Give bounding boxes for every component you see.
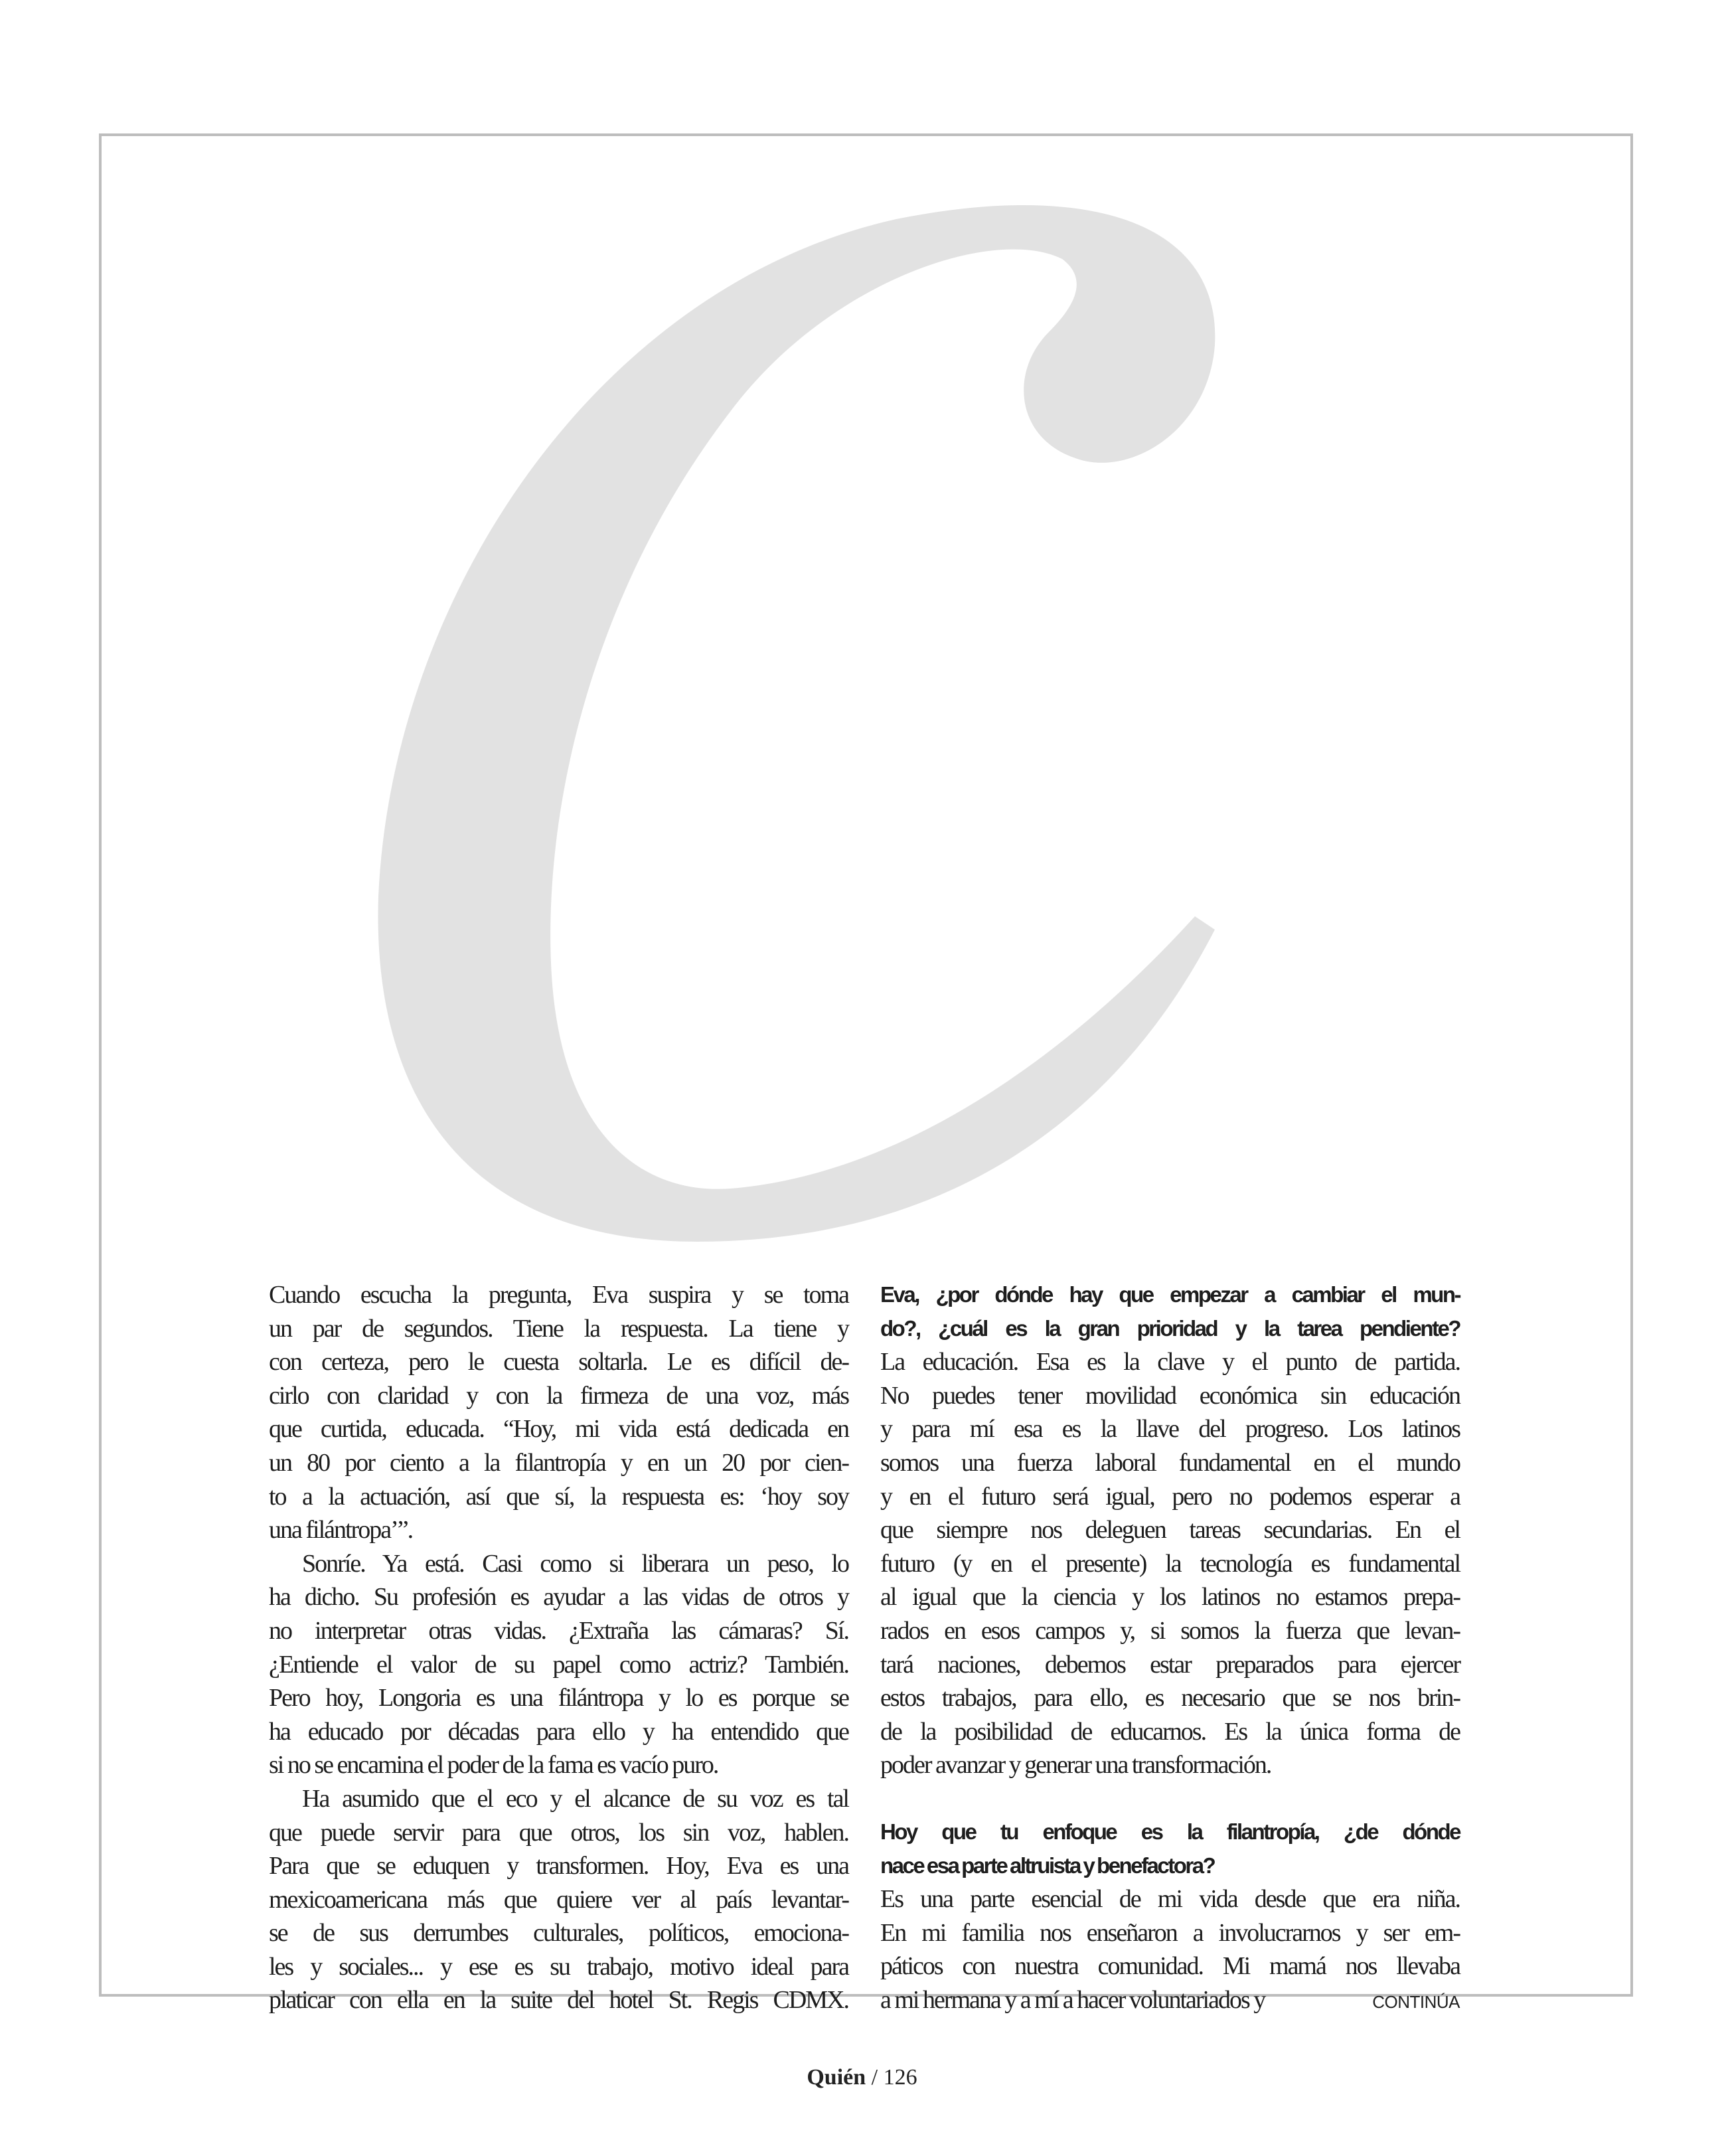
- text-line: les y sociales... y ese es su trabajo, motivo ideal para: [269, 1952, 848, 1981]
- answer-line: somos una fuerza laboral fundamental en el mundo: [880, 1448, 1460, 1477]
- page-number: 126: [883, 2065, 917, 2090]
- question-line: do?, ¿cuál es la gran prioridad y la tarea pendiente?: [880, 1315, 1460, 1341]
- text-line: si no se encamina el poder de la fama es vacío puro.: [269, 1751, 718, 1780]
- left-column: [269, 1278, 848, 2017]
- answer-line: La educación. Esa es la clave y el punto de partida.: [880, 1348, 1460, 1376]
- question-line: nace esa parte altruista y benefactora?: [880, 1853, 1215, 1878]
- text-line: Sonríe. Ya está. Casi como si liberara un peso, lo: [302, 1549, 848, 1578]
- qa-block: [880, 1278, 1460, 1782]
- text-line: que curtida, educada. “Hoy, mi vida está dedicada en: [269, 1415, 848, 1444]
- answer-line: rados en esos campos y, si somos la fuerza que levan-: [880, 1616, 1460, 1645]
- text-line: ha dicho. Su profesión es ayudar a las vidas de otros y: [269, 1583, 848, 1612]
- text-line: ¿Entiende el valor de su papel como actriz? También.: [269, 1650, 848, 1679]
- answer-line: a mi hermana y a mí a hacer voluntariados y: [880, 1985, 1265, 2014]
- answer-line: No puedes tener movilidad económica sin educación: [880, 1381, 1460, 1410]
- answer-line: al igual que la ciencia y los latinos no estamos prepa-: [880, 1583, 1460, 1612]
- answer-line: y en el futuro será igual, pero no podemos esperar a: [880, 1482, 1460, 1511]
- right-column: [880, 1278, 1460, 2017]
- text-line: una filántropa’”.: [269, 1516, 413, 1544]
- answer-line: y para mí esa es la llave del progreso. Los latinos: [880, 1415, 1460, 1444]
- text-line: to a la actuación, así que sí, la respuesta es: ‘hoy soy: [269, 1482, 848, 1511]
- text-line: no interpretar otras vidas. ¿Extraña las cámaras? Sí.: [269, 1616, 848, 1645]
- footer-separator: /: [866, 2065, 884, 2090]
- text-line: un par de segundos. Tiene la respuesta. La tiene y: [269, 1314, 848, 1343]
- paragraph: [269, 1547, 848, 1782]
- paragraph: [269, 1278, 848, 1547]
- answer-line: que siempre nos deleguen tareas secundarias. En el: [880, 1516, 1460, 1544]
- text-line: un 80 por ciento a la filantropía y en un 20 por cien-: [269, 1448, 848, 1477]
- qa-block: [880, 1815, 1460, 2017]
- section-gap: [880, 1782, 1460, 1815]
- magazine-name: Quién: [807, 2065, 866, 2090]
- question-line: Hoy que tu enfoque es la filantropía, ¿de dónde: [880, 1819, 1460, 1844]
- text-line: que puede servir para que otros, los sin voz, hablen.: [269, 1818, 848, 1847]
- answer-line: Es una parte esencial de mi vida desde que era niña.: [880, 1885, 1460, 1914]
- text-line: platicar con ella en la suite del hotel St. Regis CDMX.: [269, 1986, 848, 2015]
- question-line: Eva, ¿por dónde hay que empezar a cambiar el mun-: [880, 1282, 1460, 1307]
- page-footer: [0, 2065, 1724, 2090]
- answer-line: tará naciones, debemos estar preparados para ejercer: [880, 1650, 1460, 1679]
- answer-line: futuro (y en el presente) la tecnología es fundamental: [880, 1549, 1460, 1578]
- text-line: con certeza, pero le cuesta soltarla. Le es difícil de-: [269, 1348, 848, 1376]
- text-line: Para que se eduquen y transformen. Hoy, Eva es una: [269, 1852, 848, 1880]
- answer-last-line: [880, 1983, 1460, 2017]
- text-line: ha educado por décadas para ello y ha entendido que: [269, 1717, 848, 1746]
- text-line: Ha asumido que el eco y el alcance de su voz es tal: [302, 1784, 848, 1813]
- continue-label: CONTINÚA: [1372, 1991, 1460, 2012]
- text-line: cirlo con claridad y con la firmeza de una voz, más: [269, 1381, 848, 1410]
- text-line: se de sus derrumbes culturales, políticos, emociona-: [269, 1919, 848, 1948]
- answer-line: poder avanzar y generar una transformación.: [880, 1751, 1271, 1780]
- answer-line: En mi familia nos enseñaron a involucrarnos y ser em-: [880, 1918, 1460, 1947]
- answer-line: páticos con nuestra comunidad. Mi mamá nos llevaba: [880, 1952, 1460, 1981]
- text-line: Cuando escucha la pregunta, Eva suspira y se toma: [269, 1281, 848, 1309]
- text-line: Pero hoy, Longoria es una filántropa y lo es porque se: [269, 1684, 848, 1712]
- answer-line: de la posibilidad de educarnos. Es la única forma de: [880, 1717, 1460, 1746]
- text-line: mexicoamericana más que quiere ver al país levantar-: [269, 1885, 848, 1914]
- answer-line: estos trabajos, para ello, es necesario que se nos brin-: [880, 1684, 1460, 1712]
- paragraph: [269, 1782, 848, 2017]
